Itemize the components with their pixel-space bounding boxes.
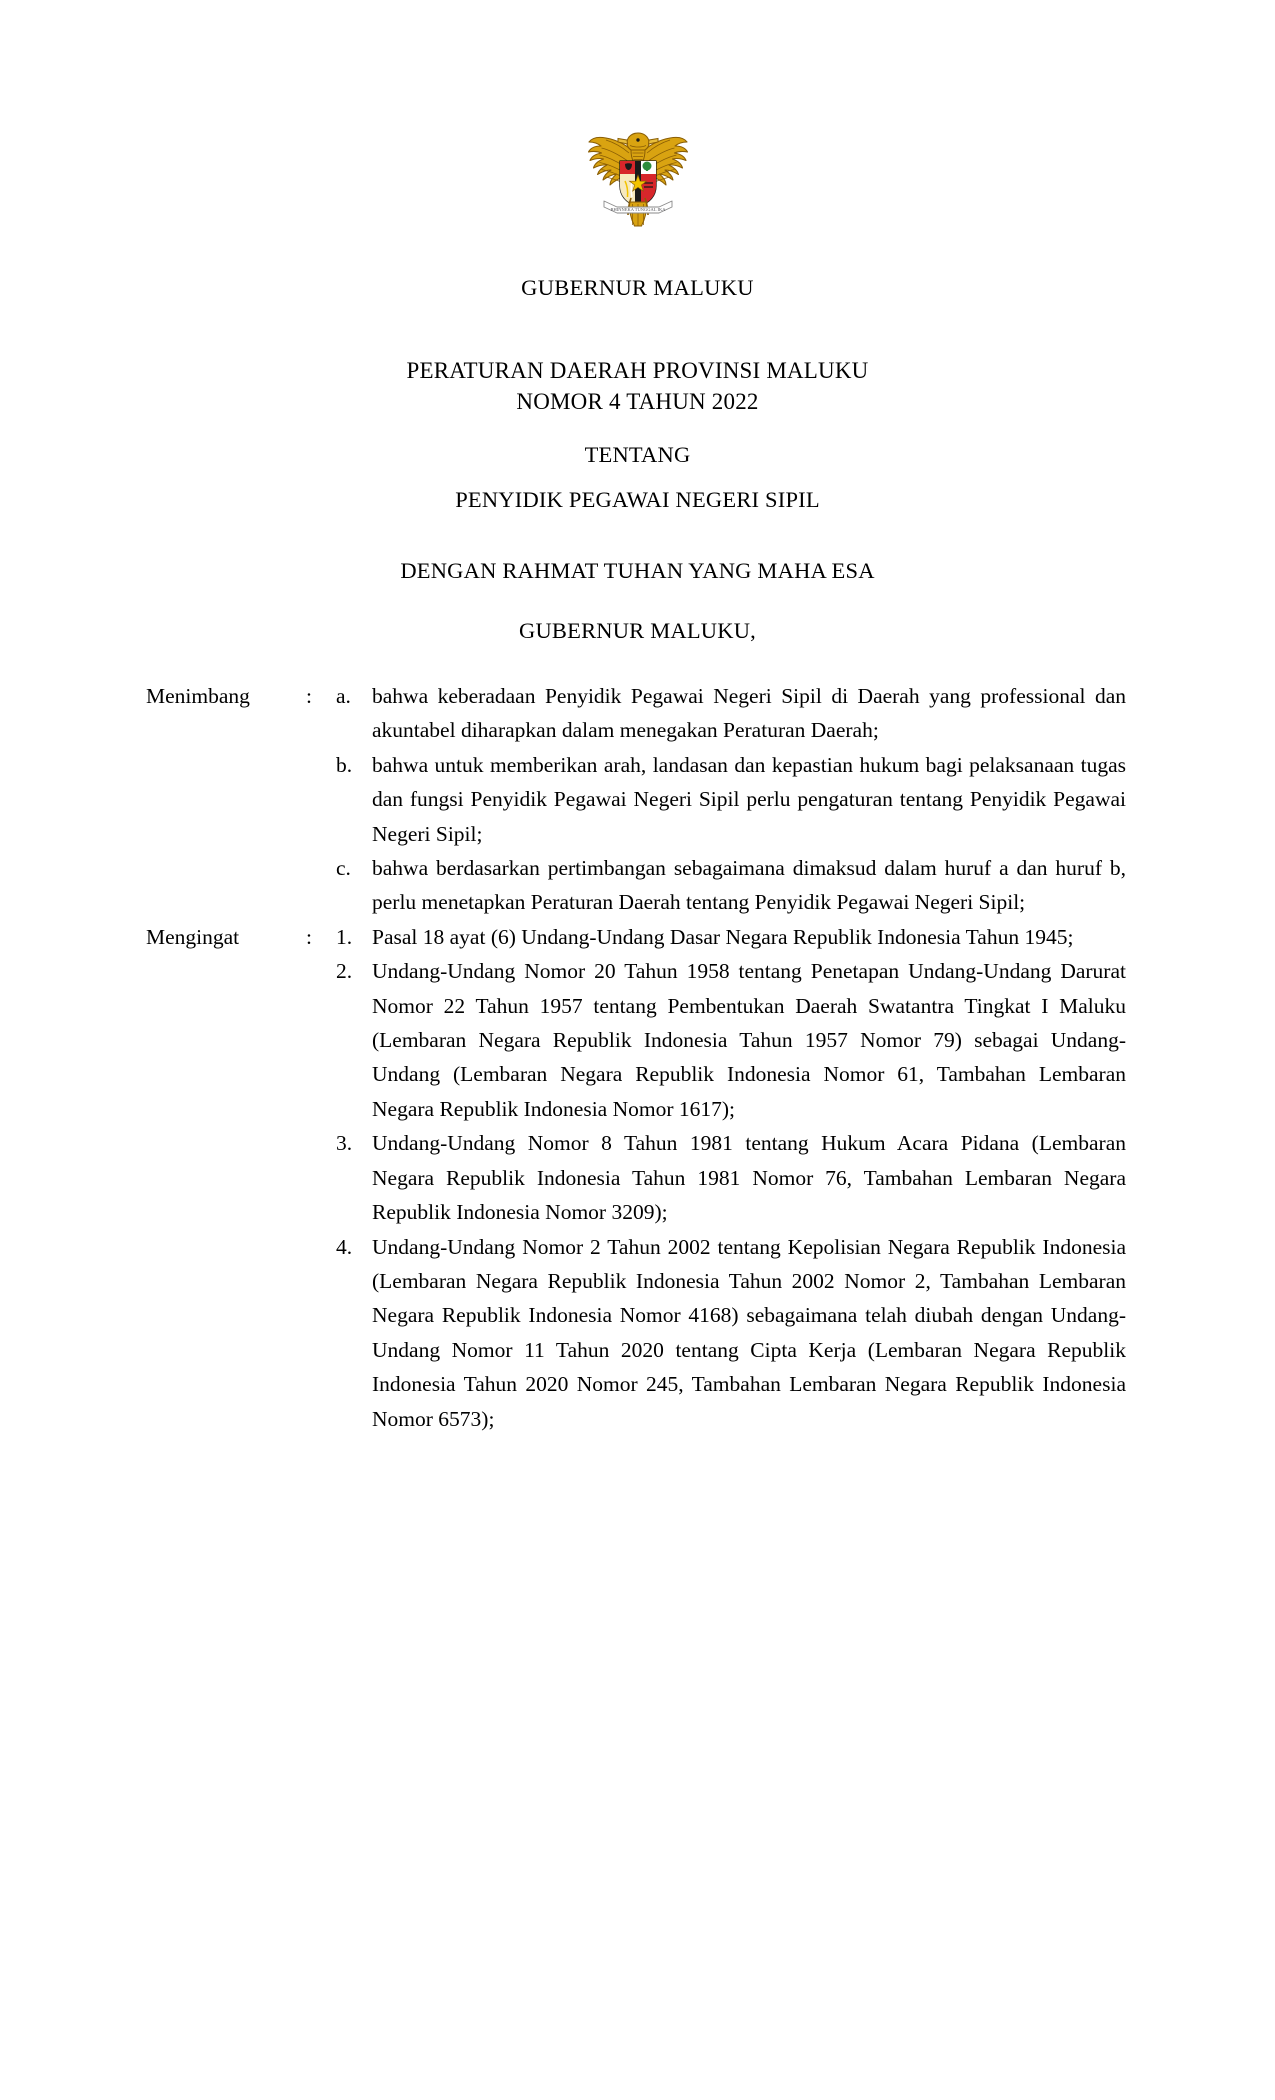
clause-mengingat	[146, 920, 1126, 1436]
item-text: Undang-Undang Nomor 20 Tahun 1958 tentang Penetapan Undang-Undang Darurat Nomor 22 Tahun 1957 tentang Pembentukan Daerah Swatantra Tingkat I Maluku (Lembaran Negara Republik Indonesia Tahun 1957 Nomor 79) sebagai Undang-Undang (Lembaran Negara Republik Indonesia Nomor 61, Tambahan Lembaran Negara Republik Indonesia Nomor 1617);	[372, 959, 1126, 1121]
clause-colon: :	[306, 924, 312, 949]
garuda-pancasila-emblem	[0, 122, 1275, 234]
list-item	[336, 1126, 1126, 1229]
about-label: TENTANG	[584, 442, 691, 467]
clause-items	[336, 920, 1126, 1436]
item-marker: a.	[336, 684, 351, 708]
list-item	[336, 851, 1126, 920]
item-marker: 1.	[336, 924, 353, 949]
item-text: Pasal 18 ayat (6) Undang-Undang Dasar Negara Republik Indonesia Tahun 1945;	[372, 924, 1074, 949]
pancasila-shield	[620, 161, 656, 208]
item-text: bahwa untuk memberikan arah, landasan dan kepastian hukum bagi pelaksanaan tugas dan fungsi Penyidik Pegawai Negeri Sipil perlu pengaturan tentang Penyidik Pegawai Negeri Sipil;	[372, 752, 1126, 846]
list-item	[336, 748, 1126, 851]
list-item	[336, 954, 1126, 1126]
item-marker: c.	[336, 856, 351, 881]
item-marker: 3.	[336, 1131, 353, 1156]
item-text: Undang-Undang Nomor 8 Tahun 1981 tentang Hukum Acara Pidana (Lembaran Negara Republik Indonesia Tahun 1981 Nomor 76, Tambahan Lembaran Negara Republik Indonesia Nomor 3209);	[372, 1131, 1126, 1225]
garuda-tail	[629, 202, 647, 226]
list-item	[336, 679, 1126, 748]
item-text: Undang-Undang Nomor 2 Tahun 2002 tentang Kepolisian Negara Republik Indonesia (Lembaran Negara Republik Indonesia Tahun 2002 Nomor 2, Tambahan Lembaran Negara Republik Indonesia Nomor 4168) sebagaimana telah diubah dengan Undang-Undang Nomor 11 Tahun 2020 tentang Cipta Kerja (Lembaran Negara Republik Indonesia Tahun 2020 Nomor 245, Tambahan Lembaran Negara Republik Indonesia Nomor 6573);	[372, 1234, 1126, 1431]
item-marker: b.	[336, 752, 353, 777]
regulation-number-line: NOMOR 4 TAHUN 2022	[516, 389, 759, 414]
item-text: bahwa keberadaan Penyidik Pegawai Negeri Sipil di Daerah yang professional dan akuntabel diharapkan dalam menegakan Peraturan Daerah;	[372, 684, 1126, 743]
regulation-title	[0, 355, 1275, 417]
item-text: bahwa berdasarkan pertimbangan sebagaimana dimaksud dalam huruf a dan huruf b, perlu menetapkan Peraturan Daerah tentang Penyidik Pegawai Negeri Sipil;	[372, 856, 1126, 915]
clause-colon: :	[306, 684, 312, 708]
list-item	[336, 920, 1126, 954]
clause-items	[336, 679, 1126, 920]
list-item	[336, 1230, 1126, 1436]
signatory-title: GUBERNUR MALUKU,	[519, 618, 756, 643]
clause-label: Mengingat	[146, 924, 240, 949]
clause-menimbang	[146, 679, 1126, 920]
office-title: GUBERNUR MALUKU	[521, 275, 754, 300]
regulation-title-line: PERATURAN DAERAH PROVINSI MALUKU	[406, 358, 869, 383]
item-marker: 2.	[336, 959, 353, 984]
clause-list	[146, 679, 1126, 1436]
item-marker: 4.	[336, 1234, 353, 1259]
garuda-neck	[631, 150, 645, 162]
motto-text: BHINNEKA TUNGGAL IKA	[610, 207, 665, 212]
regulation-subject: PENYIDIK PEGAWAI NEGERI SIPIL	[455, 487, 820, 512]
clause-label: Menimbang	[146, 684, 250, 708]
invocation-line: DENGAN RAHMAT TUHAN YANG MAHA ESA	[400, 558, 875, 583]
